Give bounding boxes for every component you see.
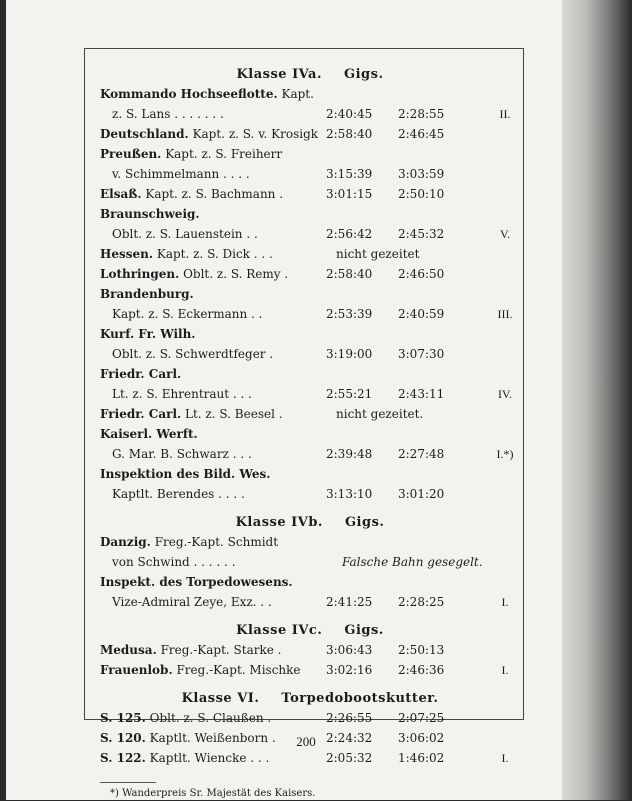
corrected-time: 2:28:25 bbox=[398, 595, 445, 609]
entry-text bbox=[100, 84, 314, 104]
elapsed-time: 2:24:32 bbox=[326, 731, 373, 745]
ship-name: Medusa. bbox=[100, 643, 157, 657]
elapsed-time: 2:56:42 bbox=[326, 227, 373, 241]
entry-text bbox=[100, 464, 270, 484]
result-line bbox=[100, 464, 520, 484]
placing: I. bbox=[501, 663, 509, 677]
ship-name: Friedr. Carl. bbox=[100, 407, 182, 421]
result-line bbox=[100, 104, 520, 124]
class-title: Klasse IVc. bbox=[236, 623, 323, 638]
skipper-name: G. Mar. B. Schwarz . . . bbox=[112, 447, 252, 461]
corrected-time: 2:45:32 bbox=[398, 227, 445, 241]
ship-name: Preußen. bbox=[100, 147, 162, 161]
ship-name: Elsaß. bbox=[100, 187, 142, 201]
entry-text bbox=[100, 244, 273, 264]
class-title: Klasse IVb. bbox=[235, 515, 323, 530]
entry-text bbox=[100, 708, 271, 728]
entry-text bbox=[100, 364, 181, 384]
entry-text bbox=[100, 640, 281, 660]
elapsed-time: 3:01:15 bbox=[326, 187, 373, 201]
skipper-name: Freg.-Kapt. Starke . bbox=[160, 643, 282, 657]
corrected-time: 2:43:11 bbox=[398, 387, 445, 401]
ship-name: Friedr. Carl. bbox=[100, 367, 182, 381]
result-line bbox=[100, 244, 520, 264]
elapsed-time: 2:05:32 bbox=[326, 751, 373, 765]
result-line bbox=[100, 484, 520, 504]
result-line bbox=[100, 640, 520, 660]
page-number: 200 bbox=[296, 734, 316, 749]
skipper-name: v. Schimmelmann . . . . bbox=[112, 167, 250, 181]
entry-text bbox=[100, 748, 269, 768]
corrected-time: 3:03:59 bbox=[398, 167, 445, 181]
result-line bbox=[100, 184, 520, 204]
skipper-name: Kapt. z. S. Dick . . . bbox=[156, 247, 273, 261]
entry-text bbox=[100, 144, 282, 164]
boat-type: Gigs. bbox=[344, 67, 384, 82]
placing: V. bbox=[499, 227, 511, 241]
ship-name: Frauenlob. bbox=[100, 663, 173, 677]
entry-text bbox=[112, 104, 224, 124]
result-line bbox=[100, 552, 520, 572]
result-line bbox=[100, 592, 520, 612]
ship-name: Inspekt. des Torpedowesens. bbox=[100, 575, 293, 589]
skipper-name: Kapt. bbox=[281, 87, 314, 101]
elapsed-time: 3:02:16 bbox=[326, 663, 373, 677]
result-line bbox=[100, 364, 520, 384]
entry-text bbox=[112, 304, 262, 324]
elapsed-time: 2:55:21 bbox=[326, 387, 373, 401]
ship-name: Braunschweig. bbox=[100, 207, 200, 221]
entry-text bbox=[100, 324, 195, 344]
ship-name: Brandenburg. bbox=[100, 287, 194, 301]
ship-name: Kurf. Fr. Wilh. bbox=[100, 327, 196, 341]
class-title: Klasse IVa. bbox=[236, 67, 323, 82]
entry-text bbox=[112, 552, 236, 572]
placing: III. bbox=[497, 307, 513, 321]
result-line bbox=[100, 284, 520, 304]
corrected-time: 1:46:02 bbox=[398, 751, 445, 765]
ship-name: Lothringen. bbox=[100, 267, 180, 281]
corrected-time: 2:40:59 bbox=[398, 307, 445, 321]
result-line bbox=[100, 660, 520, 680]
skipper-name: Kapt. z. S. Freiherr bbox=[165, 147, 283, 161]
entry-text bbox=[100, 284, 194, 304]
result-line bbox=[100, 572, 520, 592]
ship-name: Kaiserl. Werft. bbox=[100, 427, 198, 441]
elapsed-time: 3:06:43 bbox=[326, 643, 373, 657]
placing: IV. bbox=[497, 387, 513, 401]
skipper-name: z. S. Lans . . . . . . . bbox=[112, 107, 224, 121]
corrected-time: 2:46:50 bbox=[398, 267, 445, 281]
class-title: Klasse VI. bbox=[181, 691, 260, 706]
result-line bbox=[100, 124, 520, 144]
corrected-time: 2:28:55 bbox=[398, 107, 445, 121]
ship-name: S. 125. bbox=[100, 711, 146, 725]
entry-text bbox=[112, 224, 258, 244]
skipper-name: Lt. z. S. Beesel . bbox=[185, 407, 283, 421]
ship-name: S. 122. bbox=[100, 751, 146, 765]
corrected-time: 2:46:36 bbox=[398, 663, 445, 677]
entry-text bbox=[112, 384, 252, 404]
entry-text bbox=[100, 424, 198, 444]
result-line bbox=[100, 404, 520, 424]
result-line bbox=[100, 424, 520, 444]
entry-text bbox=[112, 592, 272, 612]
result-line bbox=[100, 304, 520, 324]
entry-text bbox=[100, 204, 200, 224]
skipper-name: Freg.-Kapt. Schmidt bbox=[154, 535, 279, 549]
entry-text bbox=[100, 264, 288, 284]
entry-text bbox=[100, 572, 293, 592]
footnote: *) Wanderpreis Sr. Majestät des Kaisers. bbox=[110, 788, 316, 799]
result-line bbox=[100, 84, 520, 104]
result-line bbox=[100, 444, 520, 464]
result-line bbox=[100, 344, 520, 364]
elapsed-time: 3:15:39 bbox=[326, 167, 373, 181]
timing-note: nicht gezeitet. bbox=[336, 407, 424, 421]
entry-text bbox=[112, 164, 250, 184]
ship-name: S. 120. bbox=[100, 731, 146, 745]
corrected-time: 2:07:25 bbox=[398, 711, 445, 725]
elapsed-time: 2:41:25 bbox=[326, 595, 373, 609]
skipper-name: Oblt. z. S. Claußen . bbox=[149, 711, 272, 725]
footnote-rule bbox=[100, 782, 156, 783]
placing: I. bbox=[501, 595, 509, 609]
elapsed-time: 2:58:40 bbox=[326, 127, 373, 141]
class-heading bbox=[100, 690, 520, 708]
elapsed-time: 2:40:45 bbox=[326, 107, 373, 121]
placing: I.*) bbox=[496, 447, 514, 461]
corrected-time: 3:07:30 bbox=[398, 347, 445, 361]
entry-text bbox=[100, 660, 301, 680]
corrected-time: 2:46:45 bbox=[398, 127, 445, 141]
result-line bbox=[100, 324, 520, 344]
skipper-name: Kaptlt. Wiencke . . . bbox=[149, 751, 270, 765]
elapsed-time: 3:13:10 bbox=[326, 487, 373, 501]
results-content bbox=[100, 66, 520, 801]
result-line bbox=[100, 532, 520, 552]
skipper-name: Kaptlt. Weißenborn . bbox=[149, 731, 276, 745]
boat-type: Torpedobootskutter. bbox=[281, 691, 439, 706]
corrected-time: 2:50:13 bbox=[398, 643, 445, 657]
corrected-time: 2:27:48 bbox=[398, 447, 445, 461]
result-line bbox=[100, 264, 520, 284]
ship-name: Hessen. bbox=[100, 247, 154, 261]
entry-text bbox=[112, 344, 273, 364]
elapsed-time: 3:19:00 bbox=[326, 347, 373, 361]
result-line bbox=[100, 144, 520, 164]
entry-text bbox=[100, 404, 283, 424]
entry-text bbox=[100, 124, 318, 144]
corrected-time: 3:01:20 bbox=[398, 487, 445, 501]
result-line bbox=[100, 384, 520, 404]
elapsed-time: 2:39:48 bbox=[326, 447, 373, 461]
corrected-time: 2:50:10 bbox=[398, 187, 445, 201]
class-heading bbox=[100, 514, 520, 532]
skipper-name: Kapt. z. S. Eckermann . . bbox=[112, 307, 263, 321]
skipper-name: Kapt. z. S. Bachmann . bbox=[145, 187, 284, 201]
ship-name: Danzig. bbox=[100, 535, 151, 549]
ship-name: Kommando Hochseeflotte. bbox=[100, 87, 278, 101]
result-line bbox=[100, 164, 520, 184]
skipper-name: Freg.-Kapt. Mischke bbox=[176, 663, 301, 677]
elapsed-time: 2:53:39 bbox=[326, 307, 373, 321]
skipper-name: von Schwind . . . . . . bbox=[112, 555, 236, 569]
entry-text bbox=[100, 184, 283, 204]
timing-note: Falsche Bahn gesegelt. bbox=[342, 555, 483, 569]
elapsed-time: 2:26:55 bbox=[326, 711, 373, 725]
book-gutter bbox=[562, 0, 632, 800]
class-heading bbox=[100, 622, 520, 640]
skipper-name: Oblt. z. S. Schwerdtfeger . bbox=[112, 347, 274, 361]
class-heading bbox=[100, 66, 520, 84]
placing: I. bbox=[501, 751, 509, 765]
skipper-name: Oblt. z. S. Remy . bbox=[183, 267, 289, 281]
result-line bbox=[100, 204, 520, 224]
skipper-name: Kapt. z. S. v. Krosigk bbox=[192, 127, 319, 141]
placing: II. bbox=[499, 107, 511, 121]
skipper-name: Vize-Admiral Zeye, Exz. . . bbox=[112, 595, 272, 609]
result-line bbox=[100, 224, 520, 244]
elapsed-time: 2:58:40 bbox=[326, 267, 373, 281]
boat-type: Gigs. bbox=[344, 623, 384, 638]
entry-text bbox=[112, 484, 245, 504]
entry-text bbox=[100, 532, 278, 552]
skipper-name: Oblt. z. S. Lauenstein . . bbox=[112, 227, 258, 241]
result-line bbox=[100, 708, 520, 728]
skipper-name: Lt. z. S. Ehrentraut . . . bbox=[112, 387, 252, 401]
boat-type: Gigs. bbox=[344, 515, 385, 530]
entry-text bbox=[100, 728, 276, 748]
result-line bbox=[100, 748, 520, 768]
entry-text bbox=[112, 444, 252, 464]
corrected-time: 3:06:02 bbox=[398, 731, 445, 745]
timing-note: nicht gezeitet bbox=[336, 247, 420, 261]
skipper-name: Kaptlt. Berendes . . . . bbox=[112, 487, 245, 501]
ship-name: Inspektion des Bild. Wes. bbox=[100, 467, 271, 481]
ship-name: Deutschland. bbox=[100, 127, 189, 141]
